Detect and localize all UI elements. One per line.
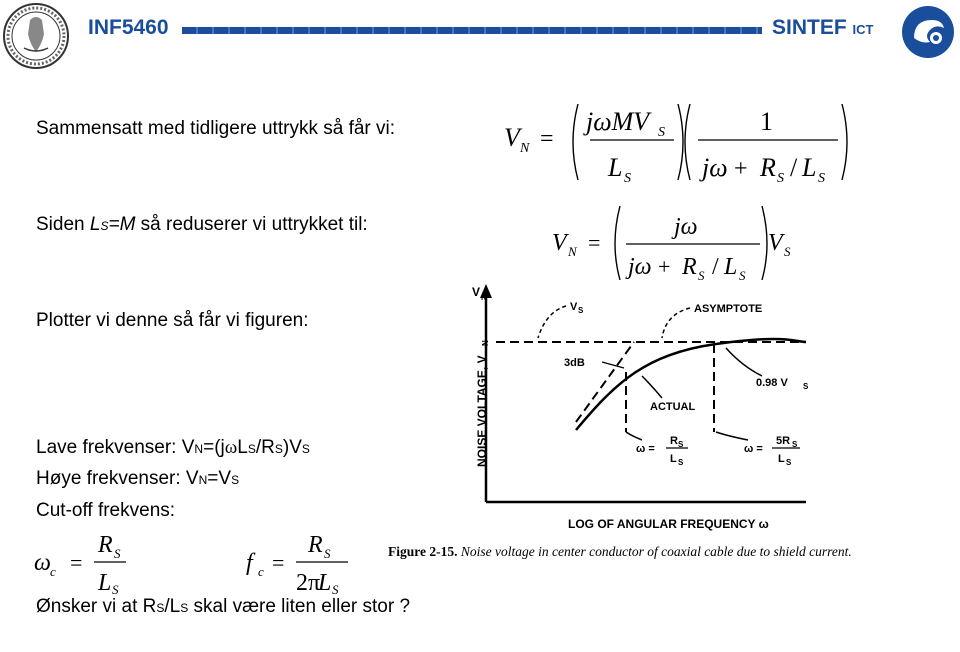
x-axis-label: LOG OF ANGULAR FREQUENCY ω xyxy=(568,517,769,531)
figure-caption: Figure 2-15. Noise voltage in center conductor of coaxial cable due to shield current. xyxy=(388,544,852,559)
svg-text:V: V xyxy=(768,230,783,256)
svg-text:jω: jω xyxy=(674,214,698,240)
svg-text:/: / xyxy=(712,254,719,280)
svg-text:L: L xyxy=(318,570,332,596)
svg-text:S: S xyxy=(784,244,791,259)
high-frequency-text: Høye frekvenser: VN=VS xyxy=(36,468,240,489)
svg-text:S: S xyxy=(818,171,825,186)
svg-text:=: = xyxy=(540,126,554,152)
svg-text:S: S xyxy=(114,546,121,561)
asymptote-label: ASYMPTOTE xyxy=(694,303,763,315)
svg-text:S: S xyxy=(112,582,119,596)
svg-text:V: V xyxy=(552,230,567,256)
svg-text:/: / xyxy=(790,153,798,182)
svg-text:=: = xyxy=(588,230,601,255)
svg-text:S: S xyxy=(786,458,792,467)
question-text: Ønsker vi at RS/LS skal være liten eller stor ? xyxy=(36,596,411,617)
svg-text:S: S xyxy=(698,268,705,283)
svg-text:N: N xyxy=(520,141,530,156)
svg-text:S: S xyxy=(678,440,684,449)
svg-text:jω: jω xyxy=(702,153,728,182)
cutoff-text: Cut-off frekvens: xyxy=(36,500,176,521)
svg-text:R: R xyxy=(760,153,776,182)
cutoff-omega-formula xyxy=(30,528,140,596)
svg-text:L: L xyxy=(670,453,677,465)
cutoff-frequency-formula xyxy=(240,528,360,596)
svg-text:+: + xyxy=(658,254,671,279)
svg-text:R: R xyxy=(682,254,697,280)
svg-text:jωMV: jωMV xyxy=(586,107,650,136)
svg-text:5R: 5R xyxy=(776,435,791,447)
svg-text:V: V xyxy=(472,285,481,299)
svg-text:V: V xyxy=(504,123,520,152)
svg-text:S: S xyxy=(324,546,331,561)
svg-text:L: L xyxy=(98,570,112,596)
svg-text:S: S xyxy=(332,582,339,596)
svg-text:c: c xyxy=(50,564,56,579)
svg-text:S: S xyxy=(803,382,809,391)
equation-vn-full xyxy=(498,94,860,190)
y-axis-label: NOISE VOLTAGE, V xyxy=(475,355,489,467)
svg-text:R: R xyxy=(308,532,323,558)
svg-text:S: S xyxy=(578,306,584,315)
svg-text:S: S xyxy=(624,171,631,186)
plot-text: Plotter vi denne så får vi figuren: xyxy=(36,310,309,331)
university-seal-logo xyxy=(2,2,70,70)
svg-text:=: = xyxy=(70,550,83,575)
svg-text:N: N xyxy=(568,244,577,259)
svg-text:S: S xyxy=(777,171,784,186)
svg-text:+: + xyxy=(734,156,748,182)
svg-text:c: c xyxy=(258,564,264,579)
actual-label: ACTUAL xyxy=(650,401,696,413)
svg-text:ω =: ω = xyxy=(744,443,763,455)
svg-text:0.98 V: 0.98 V xyxy=(756,377,788,389)
svg-text:1: 1 xyxy=(760,107,773,136)
header-bar xyxy=(182,27,762,34)
svg-text:ω: ω xyxy=(34,550,51,576)
svg-text:2π: 2π xyxy=(296,570,321,596)
svg-text:N: N xyxy=(481,293,487,302)
brand-name: SINTEF ICT xyxy=(772,16,874,39)
svg-text:L: L xyxy=(608,153,623,182)
svg-text:f: f xyxy=(246,550,253,576)
svg-text:L: L xyxy=(778,453,785,465)
low-frequency-asymptote xyxy=(576,342,634,422)
svg-text:L: L xyxy=(802,153,817,182)
svg-text:L: L xyxy=(724,254,738,280)
svg-text:R: R xyxy=(98,532,113,558)
3db-label: 3dB xyxy=(564,357,585,369)
since-text: Siden LS=M så reduserer vi uttrykket til: xyxy=(36,214,368,235)
low-frequency-text: Lave frekvenser: VN=(jωLS/RS)VS xyxy=(36,437,310,458)
svg-text:=: = xyxy=(272,550,285,575)
equation-vn-reduced xyxy=(548,198,800,286)
sintef-logo xyxy=(900,4,956,60)
svg-text:V: V xyxy=(570,301,578,313)
svg-text:S: S xyxy=(739,268,746,283)
svg-text:S: S xyxy=(658,125,665,140)
svg-text:N: N xyxy=(481,340,490,346)
combined-text: Sammensatt med tidligere uttrykk så får vi: xyxy=(36,118,396,139)
course-title: INF5460 xyxy=(88,16,169,39)
svg-text:S: S xyxy=(678,458,684,467)
svg-text:R: R xyxy=(670,435,678,447)
svg-text:jω: jω xyxy=(628,254,652,280)
svg-text:S: S xyxy=(792,440,798,449)
svg-text:ω =: ω = xyxy=(636,443,655,455)
